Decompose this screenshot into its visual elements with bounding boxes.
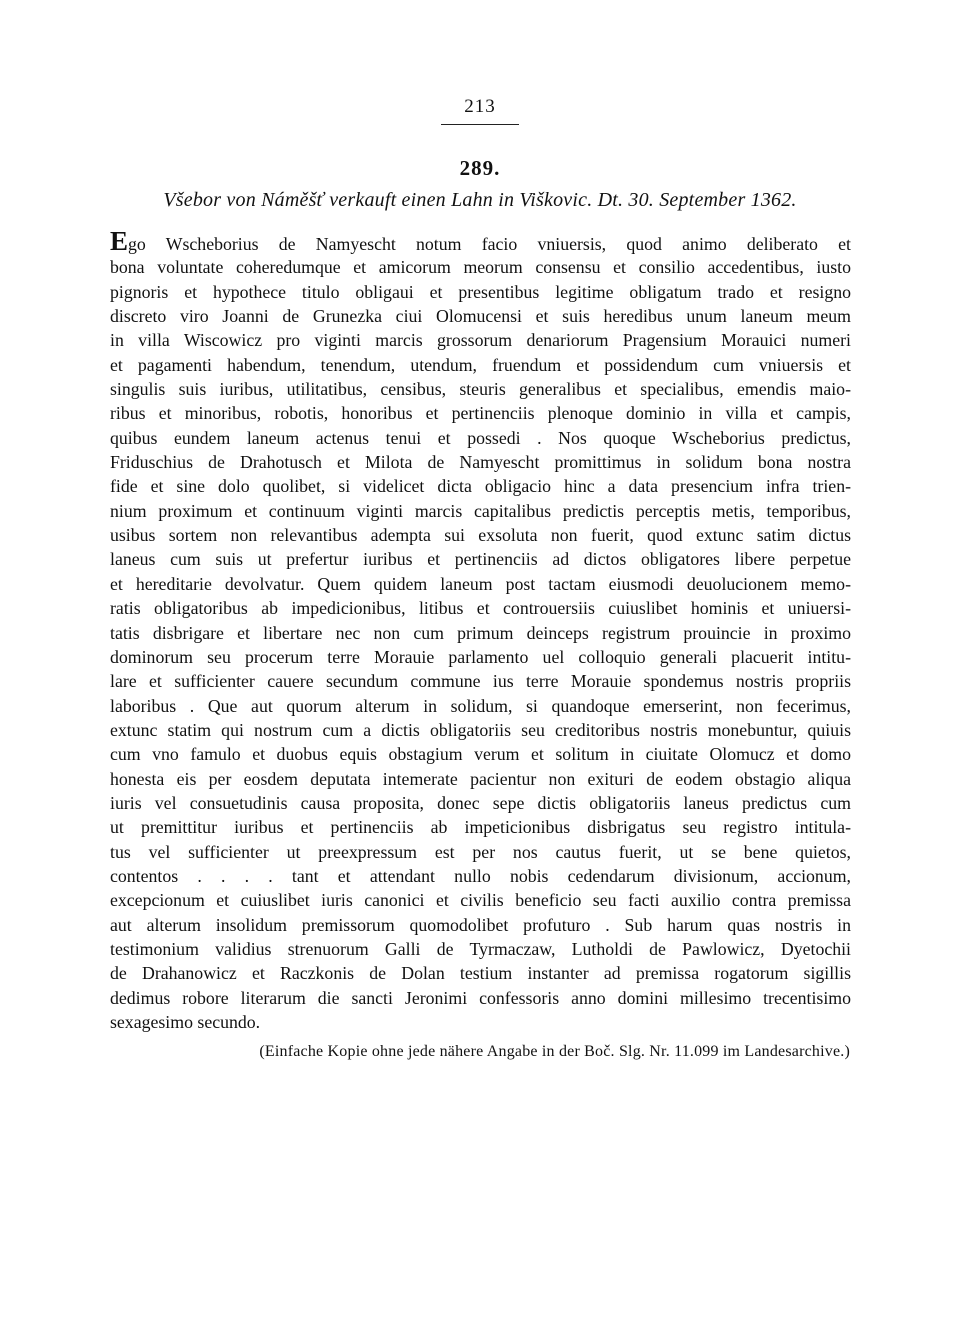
- body-line-text: de Drahanowicz et Raczkonis de Dolan testium instanter ad premissa rogatorum sigillis: [110, 963, 851, 984]
- body-line-text: et pagamenti habendum, tenendum, utendum, fruendum et possidendum cum vniuersis et: [110, 354, 851, 375]
- body-line: [110, 450, 851, 474]
- document-body: [110, 226, 851, 1034]
- body-line-text: lare et sufficienter cauere secundum commune ius terre Morauie spondemus nostris propriis: [110, 671, 851, 692]
- body-line-text: cum vno famulo et duobus equis obstagium verum et solitum in ciuitate Olomucz et domo: [110, 744, 851, 765]
- body-line-text: tatis disbrigare et libertare nec non cum primum deinceps registrum prouincie in proximo: [110, 622, 851, 643]
- body-line: [110, 864, 851, 888]
- body-line: [110, 474, 851, 498]
- body-line: [110, 328, 851, 352]
- body-line-text: aut alterum insolidum premissorum quomodolibet profuturo . Sub harum quas nostris in: [110, 914, 851, 935]
- body-line-text: ut premittitur iuribus et pertinenciis ab impeticionibus disbrigatus seu registro intitula-: [110, 817, 851, 838]
- body-line-text: in villa Wiscowicz pro viginti marcis grossorum denariorum Pragensium Morauici numeri: [110, 330, 851, 351]
- body-line-text: Friduschius de Drahotusch et Milota de Namyescht promittimus in solidum bona nostra: [110, 452, 851, 473]
- body-line: [110, 815, 851, 839]
- body-line-text: bona voluntate coheredumque et amicorum meorum consensu et consilio accedentibus, iusto: [110, 257, 851, 278]
- body-line: [110, 226, 851, 256]
- body-line: [110, 426, 851, 450]
- page-number: 213: [464, 96, 496, 117]
- body-line: [110, 547, 851, 571]
- body-line: [110, 377, 851, 401]
- body-line: [110, 913, 851, 937]
- body-line-text: testimonium validius strenuorum Galli de Tyrmaczaw, Lutholdi de Pawlowicz, Dyetochii: [110, 938, 851, 959]
- body-line-text: iuris vel consuetudinis causa proposita, donec sepe dictis obligatoriis laneus predictus cum: [110, 792, 851, 813]
- document-heading: Všebor von Náměšť verkauft einen Lahn in Viškovic. Dt. 30. September 1362.: [163, 189, 797, 211]
- body-line: [110, 1010, 851, 1034]
- body-line-text: contentos . . . . tant et attendant nullo nobis cedendarum divisionum, accionum,: [110, 865, 851, 886]
- body-line: [110, 742, 851, 766]
- body-line: [110, 401, 851, 425]
- body-line-text: ratis obligatoribus ab impedicionibus, litibus et controuersiis cuiuslibet hominis et uniuersi-: [110, 598, 851, 619]
- body-line-text: et hereditarie devolvatur. Quem quidem laneum post tactam eiusmodi deuolucionem memo-: [110, 573, 851, 594]
- body-line-text: dominorum seu procerum terre Morauie parlamento uel colloquio generali placuerit intitu-: [110, 646, 851, 667]
- body-line-text: quibus eundem laneum actenus tenui et possedi . Nos quoque Wscheborius predictus,: [110, 427, 851, 448]
- body-line: [110, 986, 851, 1010]
- body-line: [110, 596, 851, 620]
- body-line: [110, 937, 851, 961]
- body-line: [110, 645, 851, 669]
- body-line: [110, 523, 851, 547]
- body-line: [110, 304, 851, 328]
- body-line-text: usibus sortem non relevantibus adempta sui exsoluta non fuerit, quod extunc satim dictus: [110, 525, 851, 546]
- body-line-text: dedimus robore literarum die sancti Jeronimi confessoris anno domini millesimo trecentisimo: [110, 987, 851, 1008]
- body-line-text: extunc statim qui nostrum cum a dictis obligatoriis seu creditoribus nostris monebuntur, quiuis: [110, 719, 851, 740]
- body-line-text: laneus cum suis ut prefertur iuribus et pertinenciis ad dictos obligatores libere perpetue: [110, 549, 851, 570]
- body-line-text: fide et sine dolo quolibet, si videlicet dicta obligacio hinc a data presencium infra trien-: [110, 476, 851, 497]
- body-line-text: tus vel sufficienter ut preexpressum est per nos cautus fuerit, ut se bene quietos,: [110, 841, 851, 862]
- body-line: [110, 669, 851, 693]
- body-line-text: nium proximum et continuum viginti marcis capitalibus predictis perceptis metis, temporibus,: [110, 500, 851, 521]
- body-line-text: ribus et minoribus, robotis, honoribus et pertinenciis plenoque dominio in villa et campis,: [110, 403, 851, 424]
- body-line: [110, 840, 851, 864]
- body-line: [110, 961, 851, 985]
- source-note: (Einfache Kopie ohne jede nähere Angabe in der Boč. Slg. Nr. 11.099 im Landesarchive.): [259, 1043, 850, 1060]
- body-line: [110, 791, 851, 815]
- body-line: [110, 767, 851, 791]
- body-line: [110, 280, 851, 304]
- body-line-text: honesta eis per eosdem deputata intemerate pacientur non exituri de eodem obstagio aliqua: [110, 768, 851, 789]
- body-line: [110, 718, 851, 742]
- body-line-text: singulis suis iuribus, utilitatibus, censibus, steuris generalibus et specialibus, emendis maio-: [110, 379, 851, 400]
- body-line: [110, 694, 851, 718]
- body-line-text: laboribus . Que aut quorum alterum in solidum, si quandoque emerserint, non fecerimus,: [110, 695, 851, 716]
- body-line: [110, 621, 851, 645]
- body-line-text: go Wscheborius de Namyescht notum facio vniuersis, quod animo deliberato et: [128, 234, 851, 254]
- initial-letter: E: [110, 226, 129, 256]
- page-number-rule: [441, 124, 519, 125]
- body-line-text: excepcionum et cuiuslibet iuris canonici et civilis beneficio seu facti auxilio contra premissa: [110, 890, 851, 911]
- body-line: [110, 572, 851, 596]
- body-line-text: pignoris et hypothece titulo obligaui et presentibus legitime obligatum trado et resigno: [110, 281, 851, 302]
- document-number: 289.: [459, 156, 501, 180]
- body-line: [110, 353, 851, 377]
- body-line: [110, 888, 851, 912]
- body-line: [110, 255, 851, 279]
- body-line-text: sexagesimo secundo.: [110, 1012, 261, 1032]
- body-line-text: discreto viro Joanni de Grunezka ciui Olomucensi et suis heredibus unum laneum meum: [110, 306, 851, 327]
- body-line: [110, 499, 851, 523]
